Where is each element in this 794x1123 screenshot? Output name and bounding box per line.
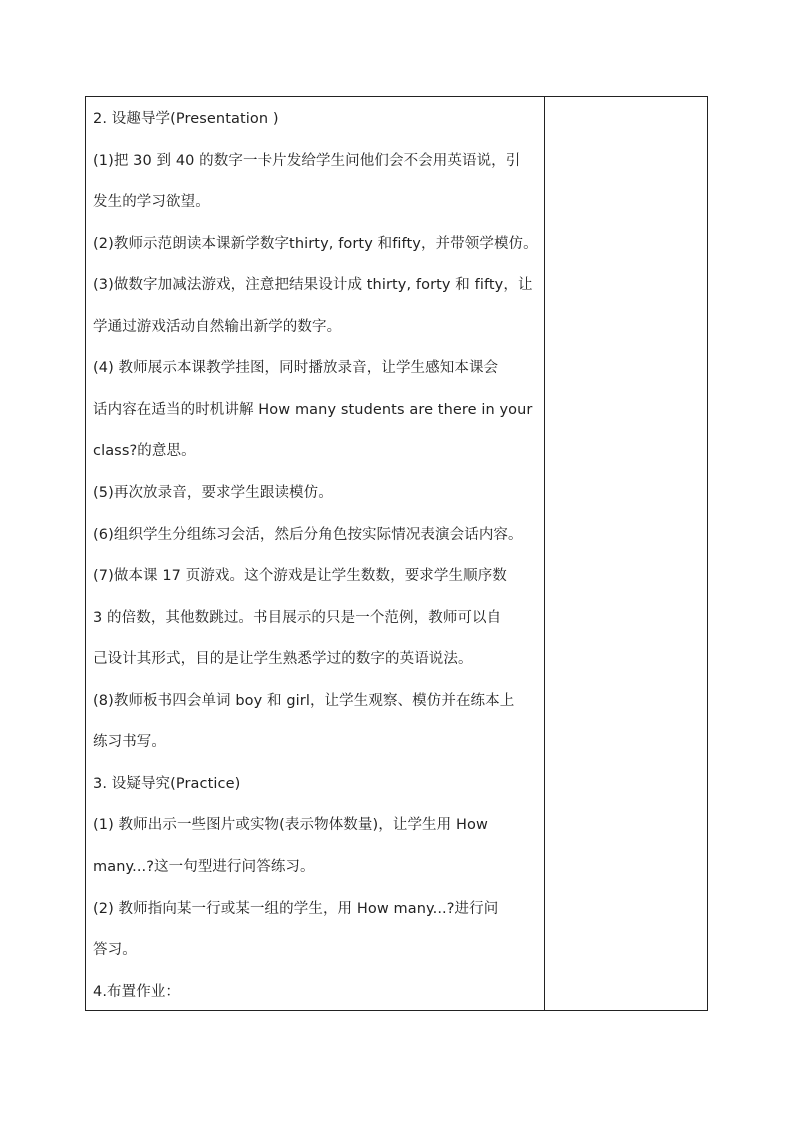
text-line: 发生的学习欲望。 bbox=[93, 194, 210, 210]
text-line: 话内容在适当的时机讲解 How many students are there in your bbox=[93, 402, 533, 418]
section-heading-presentation: 2. 设趣导学(Presentation ) bbox=[93, 111, 279, 127]
text-line: 己设计其形式，目的是让学生熟悉学过的数字的英语说法。 bbox=[93, 651, 473, 667]
text-line: (1) 教师出示一些图片或实物(表示物体数量)，让学生用 How bbox=[93, 817, 488, 833]
text-line: many...?这一句型进行问答练习。 bbox=[93, 859, 315, 875]
text-line: (8)教师板书四会单词 boy 和 girl，让学生观察、模仿并在练本上 bbox=[93, 693, 515, 709]
text-line: 答习。 bbox=[93, 942, 137, 958]
text-line: (4) 教师展示本课教学挂图，同时播放录音，让学生感知本课会 bbox=[93, 360, 499, 376]
text-line: 学通过游戏活动自然输出新学的数字。 bbox=[93, 319, 342, 335]
section-heading-practice: 3. 设疑导究(Practice) bbox=[93, 776, 241, 792]
text-line: (3)做数字加减法游戏，注意把结果设计成 thirty, forty 和 fifty，让 bbox=[93, 277, 533, 293]
text-line: class?的意思。 bbox=[93, 443, 196, 459]
lesson-table bbox=[85, 96, 708, 1011]
text-line: (7)做本课 17 页游戏。这个游戏是让学生数数，要求学生顺序数 bbox=[93, 568, 507, 584]
text-line: (2) 教师指向某一行或某一组的学生，用 How many...?进行问 bbox=[93, 901, 499, 917]
text-line: (1)把 30 到 40 的数字一卡片发给学生问他们会不会用英语说，引 bbox=[93, 153, 521, 169]
text-line: (2)教师示范朗读本课新学数字thirty, forty 和fifty，并带领学模仿。 bbox=[93, 236, 538, 252]
text-line: (6)组织学生分组练习会活，然后分角色按实际情况表演会话内容。 bbox=[93, 527, 523, 543]
lesson-procedure-cell bbox=[86, 97, 545, 1010]
text-line: 3 的倍数，其他数跳过。书目展示的只是一个范例，教师可以自 bbox=[93, 610, 502, 626]
notes-cell bbox=[545, 97, 707, 1010]
text-line: (5)再次放录音，要求学生跟读模仿。 bbox=[93, 485, 333, 501]
section-heading-homework: 4.布置作业： bbox=[93, 984, 181, 1000]
text-line: 练习书写。 bbox=[93, 734, 166, 750]
